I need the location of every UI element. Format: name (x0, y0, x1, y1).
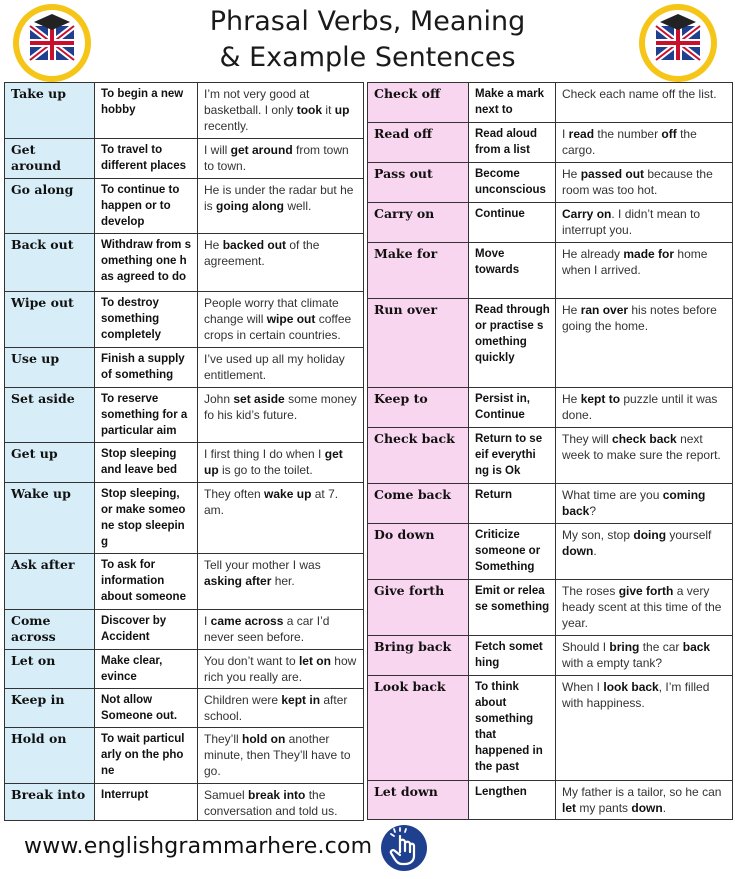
example-text: People worry that climate change will (204, 296, 339, 326)
example-text: another minute, then They’ll have to go. (204, 732, 351, 778)
meaning-cell: To wait particul arly on the pho ne (95, 728, 198, 784)
example-phrasal-verb: back (682, 640, 711, 654)
phrasal-verb-cell: Carry on (368, 203, 469, 243)
page-title: Phrasal Verbs, Meaning (209, 6, 526, 37)
example-cell (198, 689, 364, 728)
example-cell (556, 163, 733, 203)
example-text: . I didn’t mean to interrupt you. (562, 207, 701, 237)
example-cell (556, 388, 733, 428)
example-cell (198, 650, 364, 689)
phrasal-verb-cell: Use up (5, 348, 95, 388)
meaning-cell: Read through or practise s omething quickly (469, 299, 556, 388)
example-text: her. (271, 574, 295, 588)
example-phrasal-verb: get up (204, 447, 343, 477)
phrasal-verb-cell: Let on (5, 650, 95, 689)
phrasal-verb-cell: Look back (368, 676, 469, 781)
example-phrasal-verb: kept in (281, 693, 321, 707)
meaning-cell: To ask for information about someone (95, 554, 198, 610)
example-text: puzzle until it was done. (562, 392, 718, 422)
meaning-cell: To continue to happen or to develop (95, 179, 198, 234)
example-cell (198, 292, 364, 348)
example-text: I (204, 614, 211, 628)
example-cell (198, 443, 364, 483)
example-text: He (562, 303, 581, 317)
click-hand-icon (380, 824, 428, 872)
example-phrasal-verb: bring (609, 640, 640, 654)
example-text: . (593, 544, 597, 558)
example-cell (556, 243, 733, 299)
example-cell (198, 388, 364, 443)
phrasal-verb-cell: Pass out (368, 163, 469, 203)
example-text: He already (562, 247, 624, 261)
example-text: the number (594, 127, 662, 141)
example-phrasal-verb: get around (230, 143, 293, 157)
example-phrasal-verb: doing (633, 528, 667, 542)
example-cell (556, 428, 733, 484)
example-cell (556, 781, 733, 820)
example-phrasal-verb: ran over (580, 303, 629, 317)
example-text: The roses (562, 584, 619, 598)
phrasal-verb-cell: Take up (5, 83, 95, 139)
example-text: Children were (204, 693, 282, 707)
example-text: it (322, 103, 335, 117)
example-cell (198, 728, 364, 784)
meaning-cell: To destroy something completely (95, 292, 198, 348)
example-text: my pants (576, 801, 632, 815)
example-cell (556, 83, 733, 123)
table-row (5, 83, 364, 139)
example-text: a very heady scent at this time of the year. (562, 584, 722, 630)
table-row (5, 689, 364, 728)
table-row (5, 139, 364, 179)
example-phrasal-verb: coming back (562, 488, 706, 518)
example-phrasal-verb: hold on (242, 732, 286, 746)
example-cell (198, 179, 364, 234)
example-text: I will (204, 143, 231, 157)
example-text: a car I’d never seen before. (204, 614, 330, 644)
phrasal-verb-cell: Read off (368, 123, 469, 163)
example-cell (198, 83, 364, 139)
table-row (368, 428, 733, 484)
example-cell (556, 676, 733, 781)
table-row (5, 728, 364, 784)
meaning-cell: Move towards (469, 243, 556, 299)
example-text: My son, stop (562, 528, 634, 542)
example-phrasal-verb: made for (623, 247, 675, 261)
table-row (368, 123, 733, 163)
example-text: well. (284, 199, 312, 213)
meaning-cell: Discover by Accident (95, 610, 198, 650)
example-phrasal-verb: wake up (264, 487, 312, 501)
example-text: He (204, 238, 223, 252)
example-text: the conversation and told us. (204, 788, 338, 818)
example-text: of the agreement. (204, 238, 320, 268)
example-phrasal-verb: Carry on (562, 207, 612, 221)
example-phrasal-verb: read (568, 127, 595, 141)
example-cell (198, 784, 364, 821)
table-row (5, 483, 364, 554)
example-phrasal-verb: kept to (580, 392, 621, 406)
example-text: What time are you (562, 488, 663, 502)
table-row (368, 299, 733, 388)
table-row (368, 163, 733, 203)
meaning-cell: Stop sleeping and leave bed (95, 443, 198, 483)
website-url[interactable]: www.englishgrammarhere.com (24, 834, 373, 859)
example-cell (556, 299, 733, 388)
example-phrasal-verb: give forth (618, 584, 674, 598)
example-phrasal-verb: let (562, 801, 577, 815)
meaning-cell: Persist in, Continue (469, 388, 556, 428)
example-cell (556, 636, 733, 676)
example-text: Should I (562, 640, 610, 654)
example-text: from town to town. (204, 143, 349, 173)
example-cell (198, 139, 364, 179)
table-row (5, 443, 364, 483)
meaning-cell: Continue (469, 203, 556, 243)
phrasal-verb-cell: Come across (5, 610, 95, 650)
meaning-cell: Stop sleeping, or make someo ne stop sleepin g (95, 483, 198, 554)
meaning-cell: Return to se eif everythi ng is Ok (469, 428, 556, 484)
phrasal-verb-cell: Run over (368, 299, 469, 388)
phrasal-verb-cell: Wipe out (5, 292, 95, 348)
table-row (368, 524, 733, 580)
example-text: some money fo his kid’s future. (204, 392, 357, 422)
example-text: ? (589, 504, 597, 518)
phrasal-verb-cell: Get around (5, 139, 95, 179)
example-text: When I (562, 680, 604, 694)
table-row (5, 610, 364, 650)
phrasal-verb-cell: Keep in (5, 689, 95, 728)
example-phrasal-verb: passed out (580, 167, 645, 181)
table-row (5, 179, 364, 234)
example-text: You don’t want to (204, 654, 299, 668)
meaning-cell: Lengthen (469, 781, 556, 820)
meaning-cell: Emit or relea se something (469, 580, 556, 636)
example-cell (198, 554, 364, 610)
example-phrasal-verb: came across (210, 614, 284, 628)
phrasal-verb-cell: Ask after (5, 554, 95, 610)
meaning-cell: Return (469, 484, 556, 524)
example-text: Check each name off the list. (562, 87, 717, 101)
example-cell (556, 484, 733, 524)
meaning-cell: Not allow Someone out. (95, 689, 198, 728)
example-text: He (562, 167, 581, 181)
example-phrasal-verb: wipe out (266, 312, 316, 326)
example-text: I’m not very good at basketball. I only (204, 87, 310, 117)
phrasal-verb-cell: Let down (368, 781, 469, 820)
table-row (368, 484, 733, 524)
example-phrasal-verb: up (334, 103, 350, 117)
example-cell (198, 483, 364, 554)
phrasal-verb-cell: Go along (5, 179, 95, 234)
example-text: He (562, 392, 581, 406)
example-text: They will (562, 432, 613, 446)
example-text: They’ll (204, 732, 243, 746)
example-phrasal-verb: break into (248, 788, 306, 802)
example-text: is go to the toilet. (218, 463, 313, 477)
phrasal-verb-cell: Bring back (368, 636, 469, 676)
site-logo (630, 2, 726, 84)
example-text: , I’m filled with happiness. (562, 680, 710, 710)
table-row (368, 243, 733, 299)
example-phrasal-verb: down (562, 544, 594, 558)
example-cell (198, 234, 364, 292)
example-text: John (204, 392, 234, 406)
example-phrasal-verb: let on (298, 654, 331, 668)
example-phrasal-verb: check back (612, 432, 677, 446)
phrasal-verb-cell: Back out (5, 234, 95, 292)
meaning-cell: Fetch somet hing (469, 636, 556, 676)
meaning-cell: To think about something that happened in the past (469, 676, 556, 781)
example-text: home when I arrived. (562, 247, 708, 277)
example-text: next week to make sure the report. (562, 432, 721, 462)
example-phrasal-verb: look back (603, 680, 659, 694)
example-phrasal-verb: off (661, 127, 677, 141)
meaning-cell: Read aloud from a list (469, 123, 556, 163)
table-row (5, 292, 364, 348)
phrasal-verb-cell: Make for (368, 243, 469, 299)
meaning-cell: Become unconscious (469, 163, 556, 203)
phrasal-verbs-table-left (4, 82, 364, 821)
example-cell (556, 580, 733, 636)
phrasal-verb-cell: Give forth (368, 580, 469, 636)
table-row (368, 580, 733, 636)
table-row (5, 348, 364, 388)
example-text: I’ve used up all my holiday entitlement. (204, 352, 345, 382)
example-text: his notes before going the home. (562, 303, 717, 333)
table-row (368, 203, 733, 243)
phrasal-verb-cell: Break into (5, 784, 95, 821)
meaning-cell: To travel to different places (95, 139, 198, 179)
example-phrasal-verb: going along (216, 199, 284, 213)
meaning-cell: Criticize someone or Something (469, 524, 556, 580)
example-text: coffee crops in certain countries. (204, 312, 352, 342)
table-row (5, 234, 364, 292)
example-text: with a empty tank? (562, 656, 663, 670)
phrasal-verb-cell: Come back (368, 484, 469, 524)
phrasal-verb-cell: Set aside (5, 388, 95, 443)
meaning-cell: Make a mark next to (469, 83, 556, 123)
example-text: after school. (204, 693, 348, 723)
example-cell (556, 524, 733, 580)
phrasal-verbs-table-right (367, 82, 733, 820)
meaning-cell: To reserve something for a particular aim (95, 388, 198, 443)
example-phrasal-verb: down (631, 801, 663, 815)
meaning-cell: Finish a supply of something (95, 348, 198, 388)
site-logo (4, 2, 100, 84)
table-row (368, 781, 733, 820)
example-text: the car (639, 640, 683, 654)
example-text: how rich you really are. (204, 654, 357, 684)
table-row (5, 388, 364, 443)
phrasal-verb-cell: Do down (368, 524, 469, 580)
table-row (368, 388, 733, 428)
example-text: I first thing I do when I (204, 447, 325, 461)
phrasal-verb-cell: Check off (368, 83, 469, 123)
example-phrasal-verb: took (296, 103, 323, 117)
example-phrasal-verb: asking after (204, 574, 272, 588)
example-cell (556, 123, 733, 163)
example-phrasal-verb: backed out (222, 238, 287, 252)
table-row (5, 784, 364, 821)
example-text: at 7. am. (204, 487, 339, 517)
phrasal-verb-cell: Keep to (368, 388, 469, 428)
example-cell (198, 610, 364, 650)
example-text: Tell your mother I was (204, 558, 321, 572)
table-row (368, 83, 733, 123)
meaning-cell: Withdraw from s omething one h as agreed to do (95, 234, 198, 292)
meaning-cell: To begin a new hobby (95, 83, 198, 139)
table-row (368, 676, 733, 781)
example-text: because the room was too hot. (562, 167, 713, 197)
table-row (368, 636, 733, 676)
phrasal-verb-cell: Wake up (5, 483, 95, 554)
example-cell (556, 203, 733, 243)
example-cell (198, 348, 364, 388)
table-row (5, 650, 364, 689)
example-text: My father is a tailor, so he can (562, 785, 722, 799)
example-text: I (562, 127, 569, 141)
phrasal-verb-cell: Check back (368, 428, 469, 484)
meaning-cell: Interrupt (95, 784, 198, 821)
example-text: yourself (666, 528, 712, 542)
example-text: . (662, 801, 667, 815)
example-phrasal-verb: set aside (233, 392, 285, 406)
page-header (0, 0, 735, 80)
phrasal-verb-cell: Get up (5, 443, 95, 483)
example-text: They often (204, 487, 265, 501)
page-subtitle: & Example Sentences (219, 42, 516, 73)
example-text: recently. (204, 119, 249, 133)
example-text: He is under the radar but he is (204, 183, 354, 213)
table-row (5, 554, 364, 610)
example-text: the cargo. (562, 127, 697, 157)
example-text: Samuel (204, 788, 249, 802)
phrasal-verb-cell: Hold on (5, 728, 95, 784)
meaning-cell: Make clear, evince (95, 650, 198, 689)
